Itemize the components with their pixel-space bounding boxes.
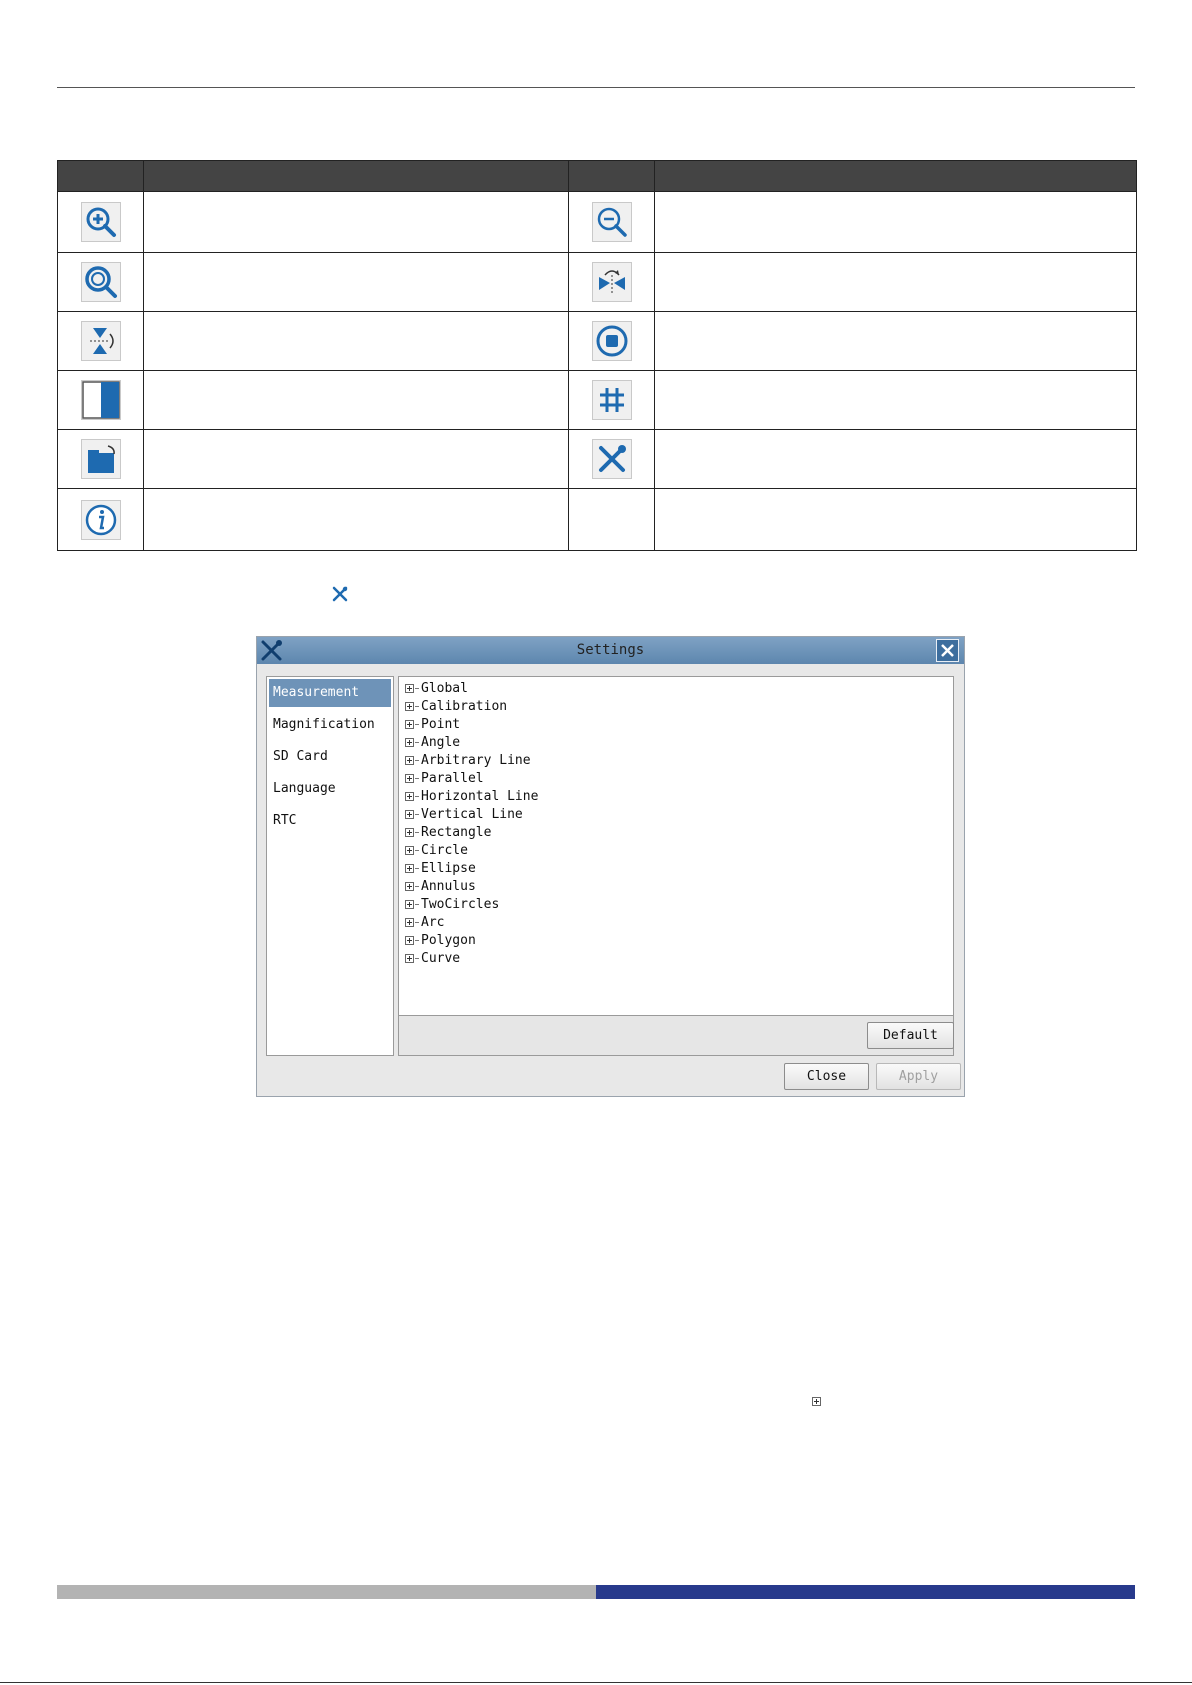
vertical-flip-icon: [81, 321, 121, 361]
table-icon-cell: [569, 192, 655, 253]
tree-item[interactable]: [405, 950, 460, 968]
expand-icon[interactable]: [405, 828, 414, 837]
sidebar-item-magnification[interactable]: Magnification: [273, 717, 375, 732]
expand-icon[interactable]: [405, 702, 414, 711]
tree-footer: [398, 1016, 954, 1056]
table-icon-cell: [569, 430, 655, 489]
expand-icon[interactable]: [405, 936, 414, 945]
table-icon-cell: [58, 312, 144, 371]
expand-icon[interactable]: [405, 756, 414, 765]
expand-icon[interactable]: [405, 954, 414, 963]
tree-item-label: Ellipse: [421, 861, 476, 876]
sidebar-item-rtc[interactable]: RTC: [273, 813, 297, 828]
table-desc-cell: [655, 312, 1137, 371]
close-icon[interactable]: [936, 639, 959, 662]
tree-item-label: Calibration: [421, 699, 508, 714]
table-icon-cell: [58, 192, 144, 253]
default-button[interactable]: Default: [867, 1022, 954, 1049]
table-icon-cell: [569, 312, 655, 371]
table-header-row: [58, 161, 1137, 192]
sidebar-item-language[interactable]: Language: [273, 781, 336, 796]
tree-item[interactable]: [405, 914, 444, 932]
tree-item-label: Global: [421, 681, 468, 696]
tree-item-label: Polygon: [421, 933, 476, 948]
table-header-cell: [655, 161, 1137, 192]
close-button[interactable]: Close: [784, 1063, 869, 1090]
browse-folder-icon: [81, 439, 121, 479]
footer-bar-blue: [596, 1585, 1135, 1599]
tree-item-label: Parallel: [421, 771, 484, 786]
page-bottom-rule: [0, 1682, 1192, 1683]
expand-icon[interactable]: [405, 684, 414, 693]
tree-item-label: Angle: [421, 735, 461, 750]
tree-item[interactable]: [405, 896, 499, 914]
expand-icon: [812, 1393, 821, 1411]
expand-icon[interactable]: [405, 918, 414, 927]
tree-item-label: Vertical Line: [421, 807, 523, 822]
table-row: [58, 489, 1137, 551]
measurement-tree: [398, 676, 954, 1016]
expand-icon[interactable]: [405, 864, 414, 873]
table-desc-cell: [655, 192, 1137, 253]
table-icon-cell: [58, 489, 144, 551]
tree-item[interactable]: [405, 770, 484, 788]
tree-item-label: Annulus: [421, 879, 476, 894]
table-icon-cell: [569, 371, 655, 430]
expand-icon[interactable]: [405, 774, 414, 783]
settings-tool-icon: [259, 638, 284, 663]
settings-dialog: [256, 636, 965, 1097]
table-row: [58, 253, 1137, 312]
settings-category-list: [266, 676, 394, 1056]
dialog-title: Settings: [576, 642, 645, 658]
sidebar-item-sd-card[interactable]: SD Card: [273, 749, 328, 764]
icon-function-table: [57, 160, 1137, 551]
expand-icon[interactable]: [405, 882, 414, 891]
zoom-out-icon: [592, 202, 632, 242]
table-icon-cell: [58, 371, 144, 430]
expand-icon[interactable]: [405, 846, 414, 855]
record-stop-icon: [592, 321, 632, 361]
tree-item[interactable]: [405, 932, 476, 950]
table-desc-cell: [144, 253, 569, 312]
table-header-cell: [58, 161, 144, 192]
settings-tool-icon: [330, 584, 350, 604]
info-icon: [81, 500, 121, 540]
header-rule: [57, 87, 1135, 88]
tree-item[interactable]: [405, 734, 460, 752]
expand-icon[interactable]: [405, 792, 414, 801]
tree-item[interactable]: [405, 698, 507, 716]
tree-item-label: TwoCircles: [421, 897, 500, 912]
fit-screen-zoom-icon: [81, 262, 121, 302]
table-header-cell: [569, 161, 655, 192]
tree-item[interactable]: [405, 716, 460, 734]
table-desc-cell: [655, 489, 1137, 551]
table-icon-cell: [569, 489, 655, 551]
tree-item[interactable]: [405, 788, 538, 806]
expand-icon[interactable]: [405, 720, 414, 729]
table-desc-cell: [655, 371, 1137, 430]
sidebar-item-measurement[interactable]: Measurement: [269, 679, 391, 707]
table-desc-cell: [144, 489, 569, 551]
tree-item-label: Horizontal Line: [421, 789, 539, 804]
table-row: [58, 371, 1137, 430]
table-icon-cell: [58, 430, 144, 489]
table-row: [58, 312, 1137, 371]
table-desc-cell: [655, 253, 1137, 312]
tree-item[interactable]: [405, 842, 468, 860]
tree-item-label: Point: [421, 717, 461, 732]
tree-item[interactable]: [405, 860, 476, 878]
tree-item[interactable]: [405, 824, 491, 842]
apply-button[interactable]: Apply: [876, 1063, 961, 1090]
footer-bar-gray: [57, 1585, 596, 1599]
table-icon-cell: [569, 253, 655, 312]
horizontal-flip-icon: [592, 262, 632, 302]
table-row: [58, 192, 1137, 253]
tree-item-label: Arbitrary Line: [421, 753, 531, 768]
tree-item[interactable]: [405, 806, 523, 824]
table-desc-cell: [144, 430, 569, 489]
table-row: [58, 430, 1137, 489]
tree-item-label: Curve: [421, 951, 461, 966]
grid-overlay-icon: [592, 380, 632, 420]
tree-item-label: Rectangle: [421, 825, 492, 840]
color-negative-icon: [81, 380, 121, 420]
table-desc-cell: [144, 371, 569, 430]
table-header-cell: [144, 161, 569, 192]
table-desc-cell: [144, 192, 569, 253]
expand-icon[interactable]: [405, 738, 414, 747]
table-desc-cell: [144, 312, 569, 371]
tree-item-label: Arc: [421, 915, 445, 930]
expand-icon[interactable]: [405, 900, 414, 909]
tree-item[interactable]: [405, 752, 531, 770]
settings-tool-icon: [592, 439, 632, 479]
tree-item[interactable]: [405, 878, 476, 896]
tree-item[interactable]: [405, 680, 468, 698]
zoom-in-icon: [81, 202, 121, 242]
expand-icon[interactable]: [405, 810, 414, 819]
table-icon-cell: [58, 253, 144, 312]
tree-item-label: Circle: [421, 843, 468, 858]
table-desc-cell: [655, 430, 1137, 489]
